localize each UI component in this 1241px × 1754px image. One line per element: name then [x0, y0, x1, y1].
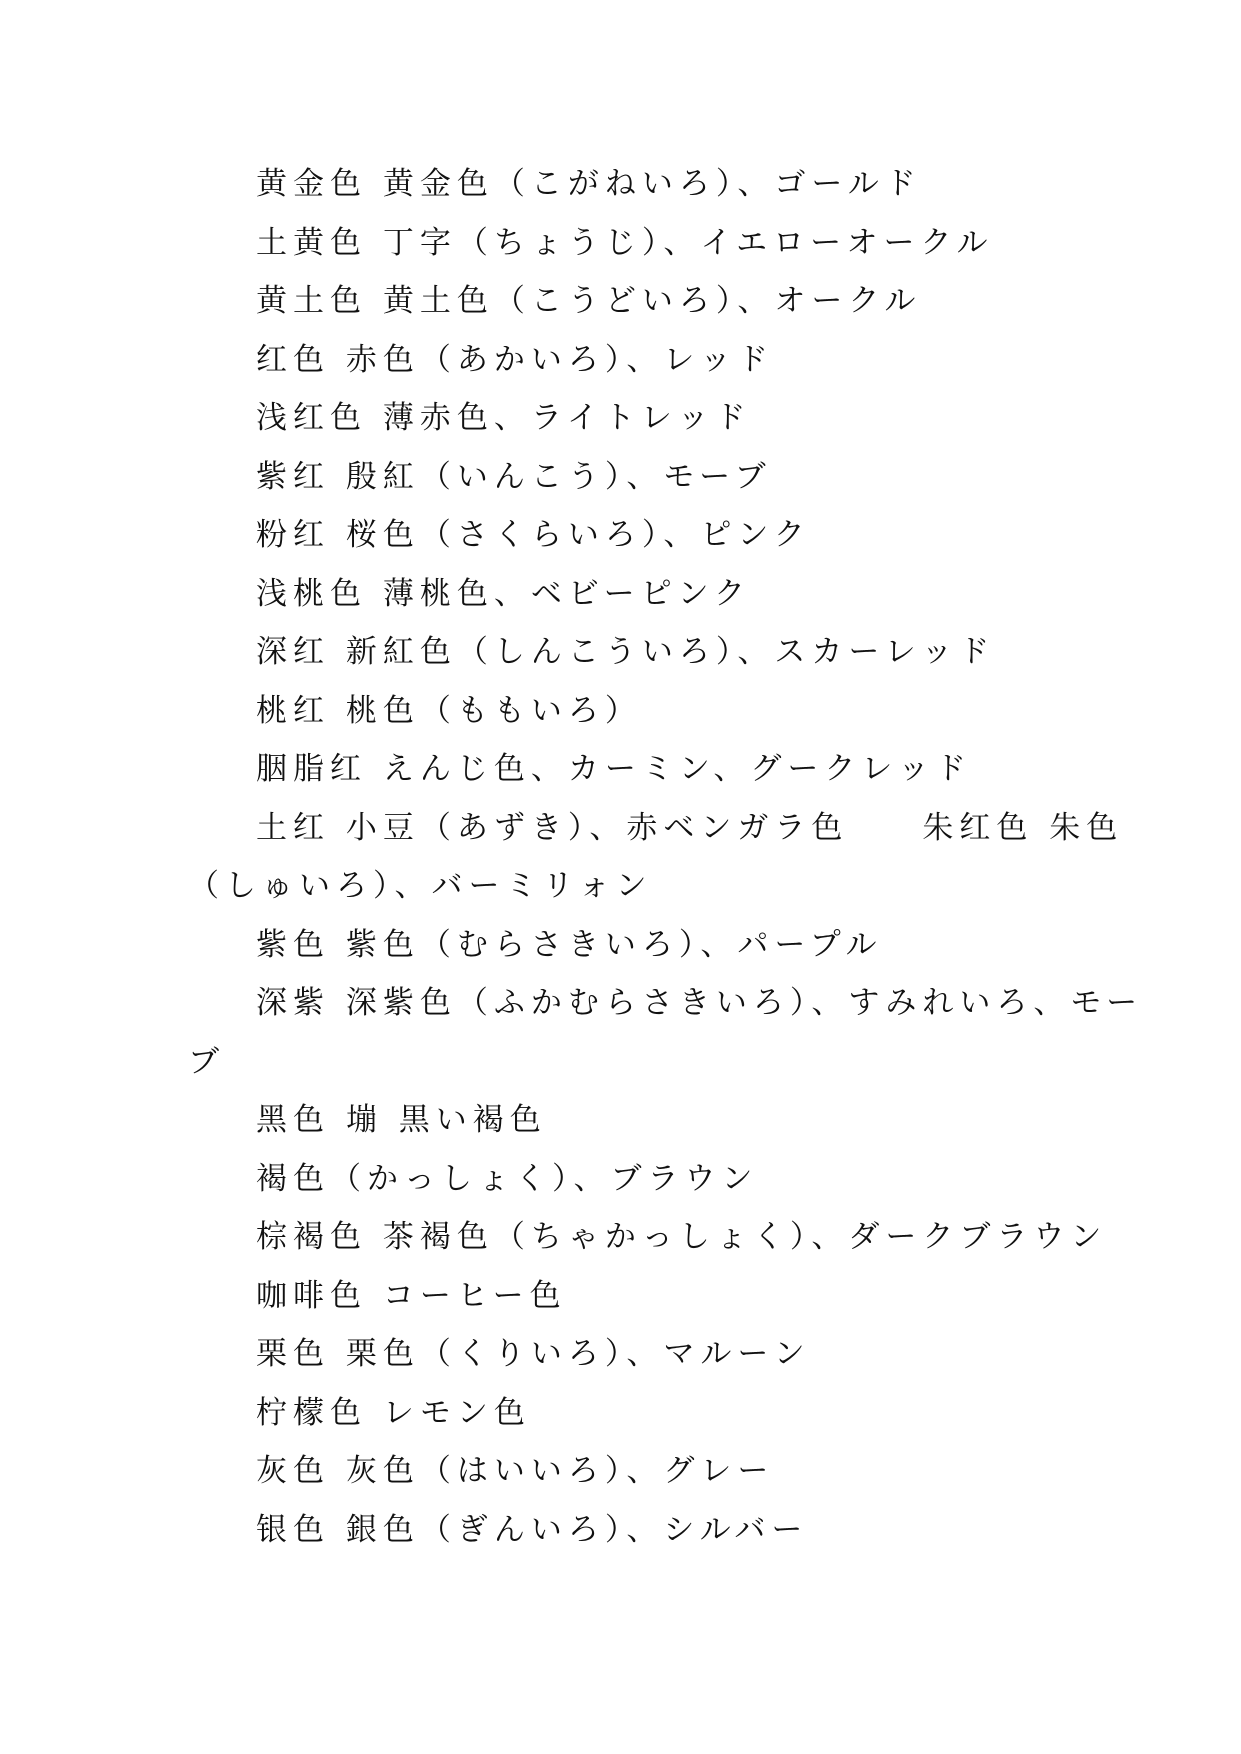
- text-line: 栗色 栗色（くりいろ）、マルーン: [256, 1336, 811, 1372]
- text-line: 棕褐色 茶褐色（ちゃかっしょく）、ダークブラウン: [256, 1219, 1108, 1255]
- text-line: 桃红 桃色（ももいろ）: [256, 692, 642, 729]
- text-line: 浅桃色 薄桃色、ベビーピンク: [256, 575, 751, 612]
- text-line: 粉红 桜色（さくらいろ）、ピンク: [256, 517, 811, 553]
- text-line: 柠檬色 レモン色: [256, 1394, 531, 1431]
- text-line: 灰色 灰色（はいいろ）、グレー: [256, 1453, 775, 1489]
- text-line: 紫色 紫色（むらさきいろ）、パープル: [256, 926, 883, 963]
- text-line: 土黄色 丁字（ちょうじ）、イエローオークル: [256, 224, 994, 261]
- document-body: [188, 155, 1144, 1559]
- text-line: 紫红 殷紅（いんこう）、モーブ: [256, 458, 772, 495]
- text-line: 土红 小豆（あずき）、赤ベンガラ色 朱红色 朱色: [256, 809, 1124, 846]
- text-line: 褐色（かっしょく）、ブラウン: [256, 1160, 759, 1197]
- text-line: 咖啡色 コーヒー色: [256, 1277, 567, 1314]
- text-line: 深紫 深紫色（ふかむらさきいろ）、すみれいろ、モー: [256, 985, 1144, 1021]
- text-line-continuation: （しゅいろ）、バーミリォン: [188, 868, 653, 904]
- text-line: 黑色 塴 黒い褐色: [256, 1102, 547, 1138]
- text-line: 胭脂红 えんじ色、カーミン、グークレッド: [256, 751, 973, 787]
- text-line: 黄金色 黄金色（こがねいろ）、ゴールド: [256, 166, 922, 202]
- text-line: 深红 新紅色（しんこういろ）、スカーレッド: [256, 634, 996, 670]
- text-line: 红色 赤色（あかいろ）、レッド: [256, 341, 775, 378]
- text-line: 黄土色 黄土色（こうどいろ）、オークル: [256, 283, 922, 319]
- text-line: 银色 銀色（ぎんいろ）、シルバー: [256, 1511, 809, 1548]
- text-line: 浅红色 薄赤色、ライトレッド: [256, 400, 752, 436]
- text-line-continuation: ブ: [188, 1043, 225, 1080]
